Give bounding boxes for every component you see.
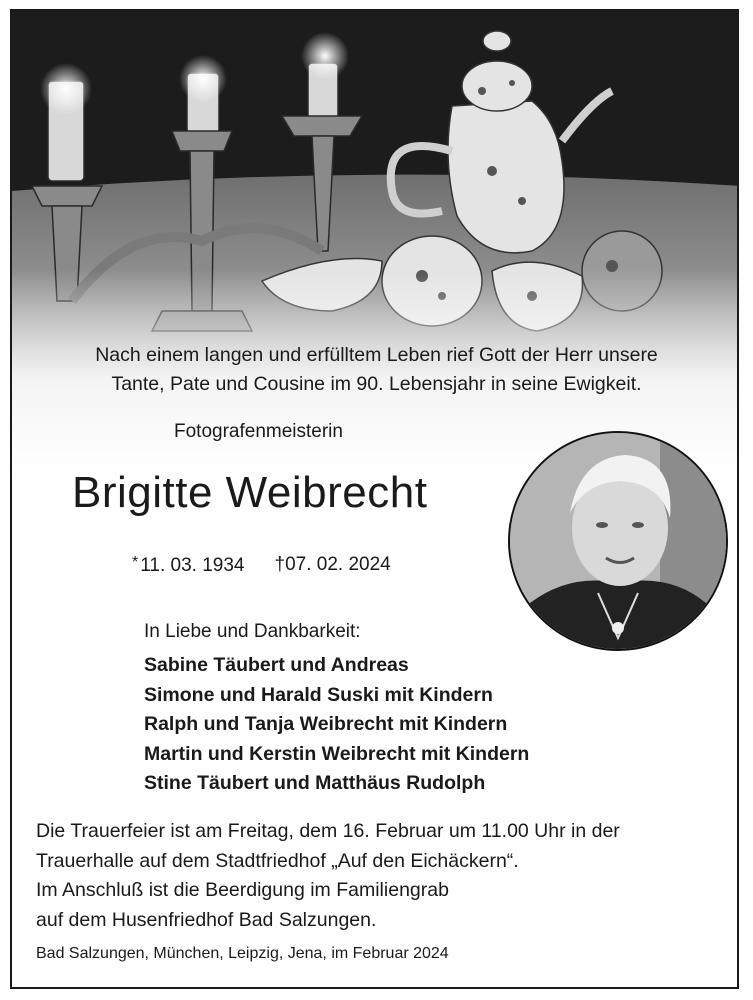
birth-symbol: * [132,554,139,571]
death-date: 07. 02. 2024 [285,554,391,575]
funeral-details [36,817,726,935]
portrait-photo [508,431,728,651]
family-member: Martin und Kerstin Weibrecht mit Kindern [144,742,530,765]
candles-teaset-photo [12,11,737,481]
funeral-line: auf dem Husenfriedhof Bad Salzungen. [36,908,377,931]
family-member: Sabine Täubert und Andreas [144,654,409,676]
family-list [144,651,529,799]
intro-text [32,341,721,399]
family-member: Stine Täubert und Matthäus Rudolph [144,772,486,794]
funeral-line: Die Trauerfeier ist am Freitag, dem 16. Februar um 11.00 Uhr in der [36,820,620,842]
profession: Fotografenmeisterin [174,421,343,442]
intro-line-2: Tante, Pate und Cousine im 90. Lebensjahr in seine Ewigkeit. [111,373,642,395]
birth-date: 11. 03. 1934 [140,555,245,576]
death-symbol: † [274,554,286,575]
deceased-name: Brigitte Weibrecht [72,468,428,517]
intro-line-1: Nach einem langen und erfülltem Leben rief Gott der Herr unsere [95,344,658,366]
footer-places-date: Bad Salzungen, München, Leipzig, Jena, im Februar 2024 [36,945,449,962]
birth-date-group [132,554,244,577]
family-member: Ralph und Tanja Weibrecht mit Kindern [144,713,508,735]
funeral-line: Trauerhalle auf dem Stadtfriedhof „Auf den Eichäckern“. [36,849,519,872]
life-dates [132,554,391,577]
funeral-line: Im Anschluß ist die Beerdigung im Familiengrab [36,879,449,901]
family-member: Simone und Harald Suski mit Kindern [144,683,493,706]
thanks-label: In Liebe und Dankbarkeit: [144,621,361,642]
death-date-group [274,554,390,577]
obituary-frame [10,9,739,989]
